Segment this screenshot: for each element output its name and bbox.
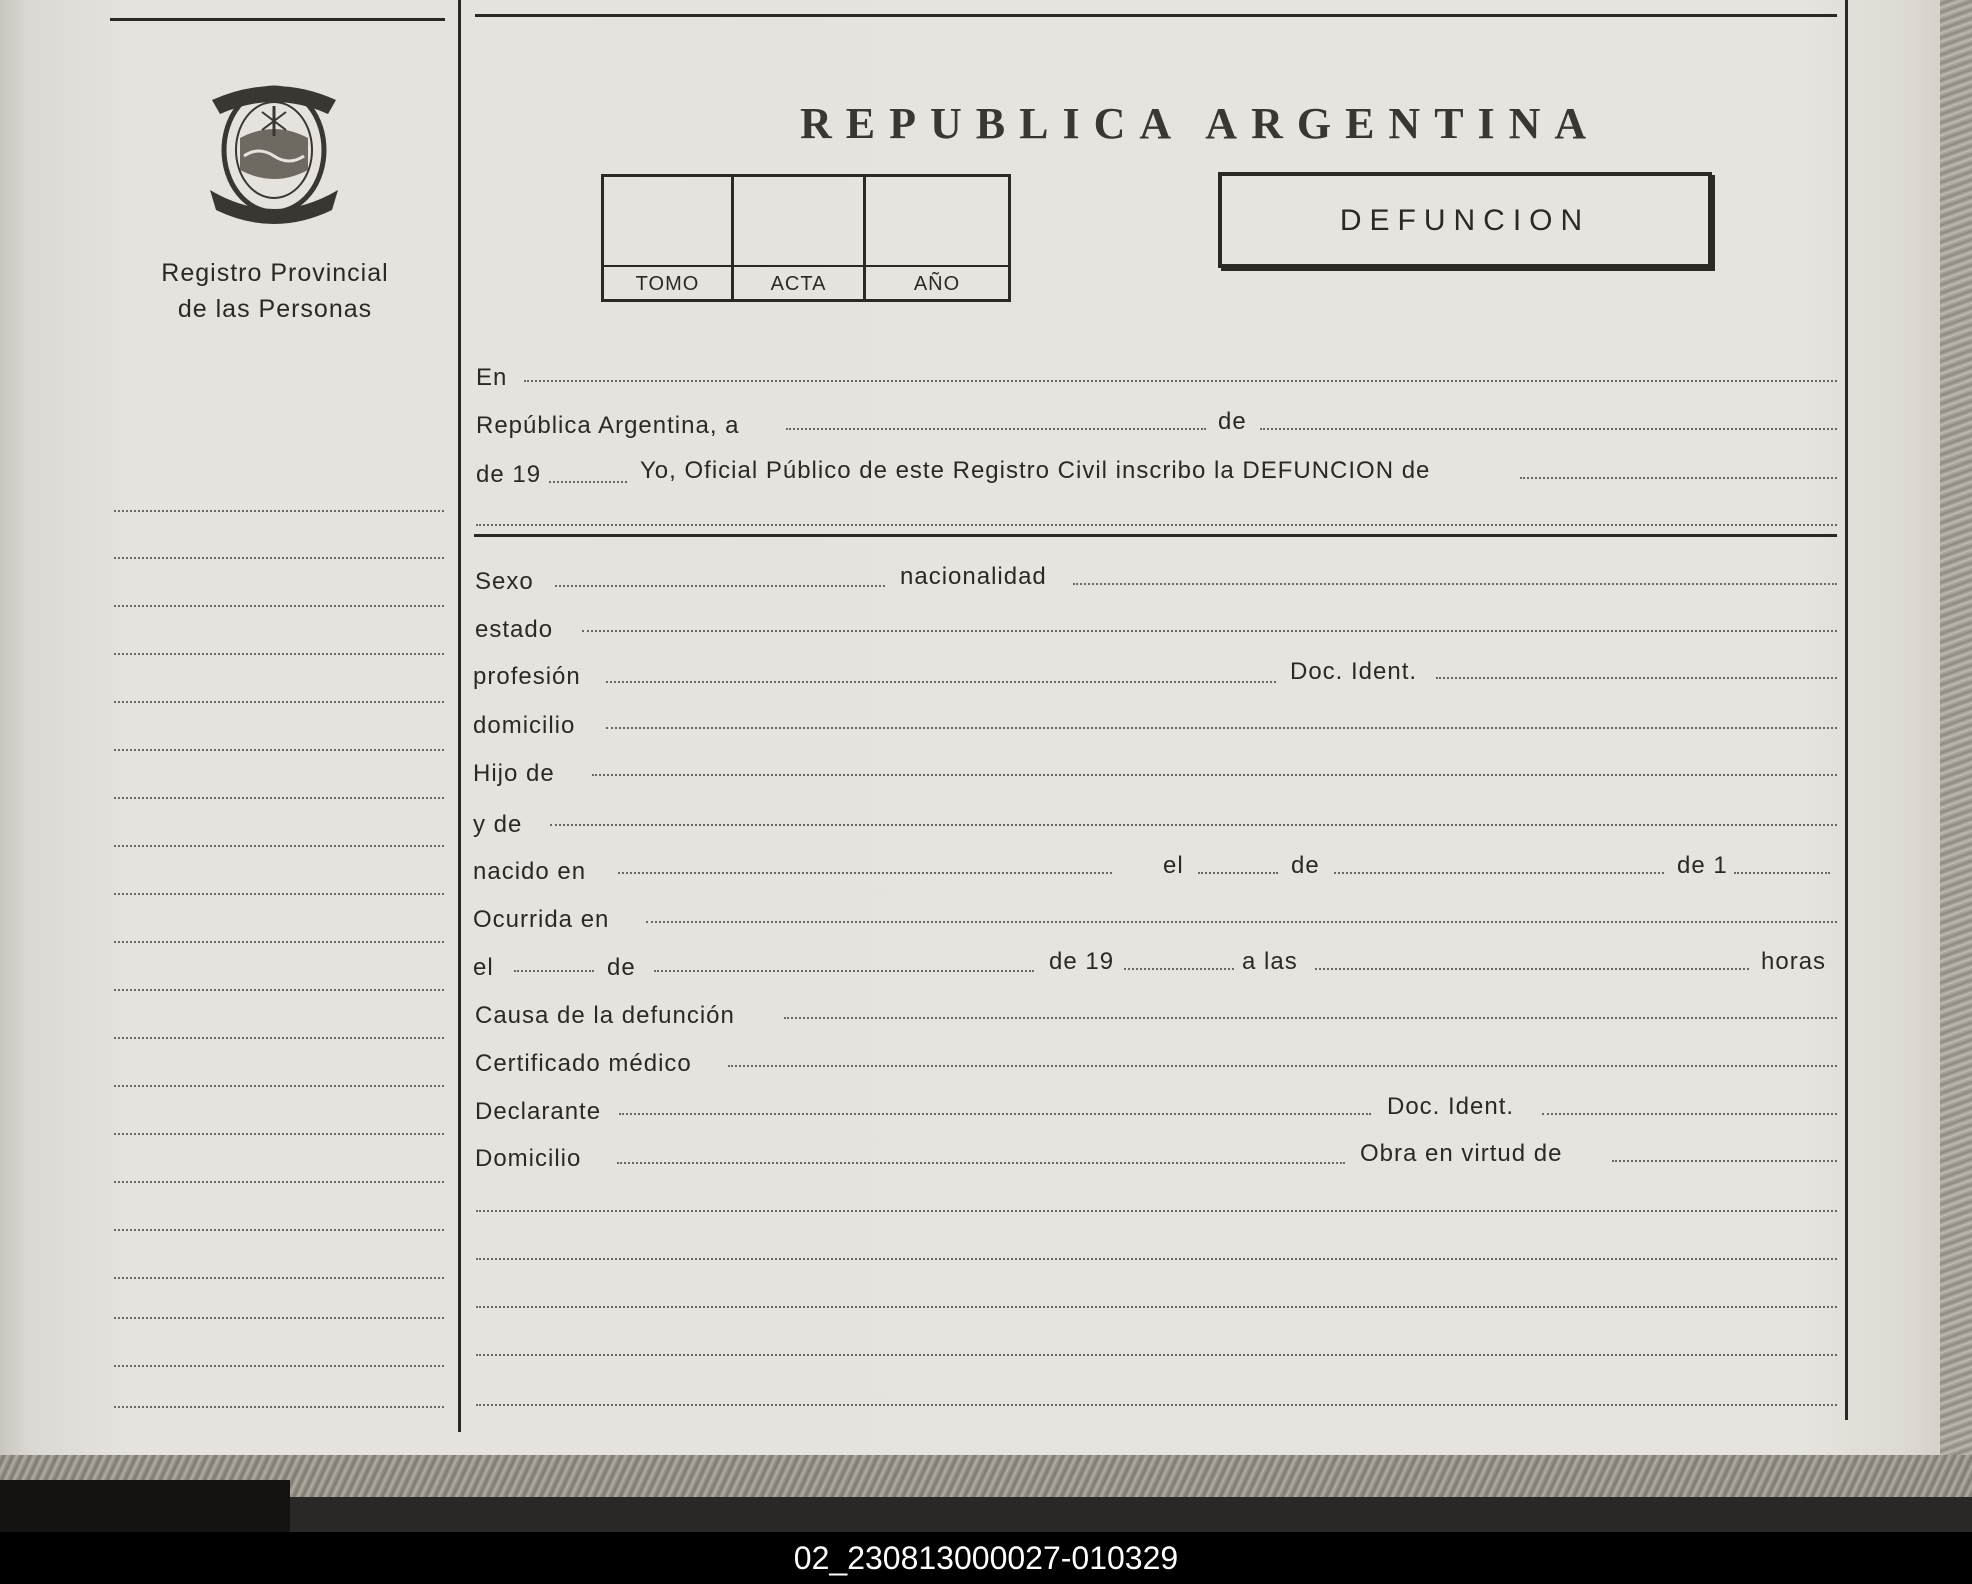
sidebar-line[interactable]: [114, 1277, 444, 1279]
declarante-field[interactable]: [619, 1113, 1371, 1115]
declarante-doc-field[interactable]: [1542, 1113, 1837, 1115]
label-el-death: el: [473, 954, 494, 981]
label-doc-ident-2: Doc. Ident.: [1387, 1093, 1515, 1120]
cell-divider: [604, 265, 731, 267]
record-type-box: [1218, 172, 1712, 268]
label-nacionalidad: nacionalidad: [900, 563, 1047, 590]
label-estado: estado: [475, 616, 554, 643]
obra-field[interactable]: [1612, 1160, 1837, 1162]
death-day-field[interactable]: [514, 970, 594, 972]
sexo-field[interactable]: [555, 585, 885, 587]
sidebar-line[interactable]: [114, 1037, 444, 1039]
label-de-1: de 1: [1677, 852, 1728, 879]
birth-year-field[interactable]: [1734, 872, 1830, 874]
sidebar-line[interactable]: [114, 749, 444, 751]
sidebar-line[interactable]: [114, 1181, 444, 1183]
notes-line[interactable]: [476, 1258, 1837, 1260]
label-yo: Yo, Oficial Público de este Registro Civil inscribo la DEFUNCION de: [640, 457, 1431, 484]
label-a-las: a las: [1242, 948, 1298, 975]
label-de19: de 19: [476, 461, 542, 488]
declarante-domicilio-field[interactable]: [617, 1162, 1345, 1164]
book-binding-right: [1940, 0, 1972, 1490]
estado-field[interactable]: [582, 630, 1837, 632]
label-obra: Obra en virtud de: [1360, 1140, 1563, 1167]
sidebar-line[interactable]: [114, 1133, 444, 1135]
label-y-de: y de: [473, 811, 523, 838]
death-month-field[interactable]: [654, 970, 1034, 972]
father-field[interactable]: [592, 774, 1837, 776]
ano-field[interactable]: [866, 177, 1008, 299]
tomo-label: TOMO: [635, 273, 700, 295]
sidebar-line[interactable]: [114, 605, 444, 607]
notes-line[interactable]: [476, 1306, 1837, 1308]
sidebar-line[interactable]: [114, 989, 444, 991]
sidebar-line[interactable]: [114, 1365, 444, 1367]
label-de-19-death: de 19: [1049, 948, 1115, 975]
sidebar-line[interactable]: [114, 893, 444, 895]
label-de: de: [1218, 408, 1247, 435]
image-caption: 02_230813000027-010329: [0, 1532, 1972, 1584]
notes-line[interactable]: [476, 1354, 1837, 1356]
acta-field[interactable]: [734, 177, 866, 299]
record-type-label: DEFUNCION: [1339, 204, 1591, 237]
sidebar-line[interactable]: [114, 1085, 444, 1087]
nacionalidad-field[interactable]: [1073, 583, 1837, 585]
sidebar-line[interactable]: [114, 845, 444, 847]
label-declarante: Declarante: [475, 1098, 602, 1125]
month-field[interactable]: [1260, 428, 1837, 430]
label-en: En: [476, 364, 508, 391]
sidebar-line[interactable]: [114, 653, 444, 655]
label-hijo-de: Hijo de: [473, 760, 555, 787]
doc-ident-field[interactable]: [1436, 677, 1837, 679]
column-divider: [458, 0, 461, 1432]
cell-divider: [734, 265, 863, 267]
top-rule-left: [110, 18, 445, 21]
sidebar-line[interactable]: [114, 557, 444, 559]
province-seal-icon: [204, 78, 344, 234]
top-rule-right: [475, 14, 1837, 17]
birth-month-field[interactable]: [1334, 872, 1664, 874]
label-doc-ident: Doc. Ident.: [1290, 658, 1418, 685]
registry-box: [601, 174, 1011, 302]
causa-field[interactable]: [784, 1017, 1837, 1019]
deceased-name-field[interactable]: [1520, 477, 1837, 479]
label-domicilio-2: Domicilio: [475, 1145, 582, 1172]
label-sexo: Sexo: [475, 568, 534, 595]
label-certificado: Certificado médico: [475, 1050, 692, 1077]
mother-field[interactable]: [550, 824, 1837, 826]
death-place-field[interactable]: [646, 921, 1837, 923]
acta-label: ACTA: [770, 273, 827, 295]
office-line-2: de las Personas: [177, 295, 373, 323]
sidebar-line[interactable]: [114, 797, 444, 799]
sidebar-line[interactable]: [114, 701, 444, 703]
profesion-field[interactable]: [606, 681, 1276, 683]
certificado-field[interactable]: [728, 1065, 1837, 1067]
en-field[interactable]: [524, 380, 1837, 382]
label-de-birth: de: [1291, 852, 1320, 879]
sidebar-line[interactable]: [114, 510, 444, 512]
right-border: [1845, 0, 1848, 1420]
dark-corner: [0, 1480, 290, 1532]
deceased-name-field-2[interactable]: [476, 524, 1837, 526]
sidebar-line[interactable]: [114, 1406, 444, 1408]
book-binding-bottom: [0, 1455, 1972, 1497]
domicilio-field[interactable]: [606, 727, 1837, 729]
tomo-field[interactable]: [604, 177, 734, 299]
hour-field[interactable]: [1315, 968, 1749, 970]
notes-line[interactable]: [476, 1404, 1837, 1406]
sidebar-line[interactable]: [114, 1317, 444, 1319]
label-causa: Causa de la defunción: [475, 1002, 735, 1029]
year-field[interactable]: [549, 481, 627, 483]
section-divider: [474, 534, 1837, 537]
office-line-1: Registro Provincial: [161, 259, 389, 287]
label-el: el: [1163, 852, 1184, 879]
label-ocurrida-en: Ocurrida en: [473, 906, 610, 933]
sidebar-line[interactable]: [114, 1229, 444, 1231]
sidebar-line[interactable]: [114, 941, 444, 943]
label-domicilio: domicilio: [473, 712, 576, 739]
notes-line[interactable]: [476, 1210, 1837, 1212]
cell-divider: [866, 265, 1008, 267]
label-nacido-en: nacido en: [473, 858, 587, 885]
label-de-death: de: [607, 954, 636, 981]
day-field[interactable]: [786, 428, 1206, 430]
birthplace-field[interactable]: [618, 872, 1112, 874]
page-title: REPUBLICA ARGENTINA: [800, 99, 1601, 148]
death-year-field[interactable]: [1124, 968, 1234, 970]
ano-label: AÑO: [913, 273, 961, 295]
birth-day-field[interactable]: [1198, 872, 1278, 874]
registry-office-name: [120, 255, 430, 327]
label-horas: horas: [1761, 948, 1827, 975]
label-profesion: profesión: [473, 663, 581, 690]
label-republica: República Argentina, a: [476, 412, 740, 439]
